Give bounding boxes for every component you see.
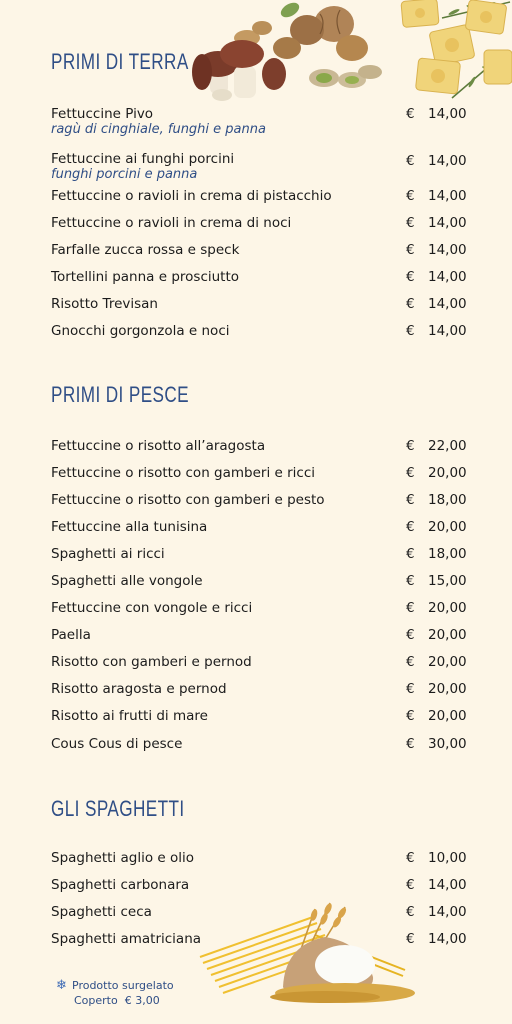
item-price: [406, 573, 511, 589]
item-price: [406, 850, 511, 866]
item-price: [406, 519, 511, 535]
price-value: 30,00: [428, 736, 467, 752]
menu-item: [51, 106, 467, 137]
item-price: [406, 269, 511, 285]
menu-item: [51, 323, 467, 339]
item-name: Spaghetti amatriciana: [51, 931, 202, 947]
currency-symbol: €: [406, 215, 415, 231]
menu-item: [51, 931, 467, 947]
currency-symbol: €: [406, 242, 415, 258]
price-value: 20,00: [428, 600, 467, 616]
item-name: Fettuccine alla tunisina: [51, 519, 208, 535]
menu-item: [51, 269, 467, 285]
currency-symbol: €: [406, 708, 415, 724]
menu-item: [51, 904, 467, 920]
item-name: Fettuccine o risotto con gamberi e ricci: [51, 465, 315, 481]
item-name: Paella: [51, 627, 91, 643]
item-price: [406, 681, 511, 697]
item-name: Spaghetti ceca: [51, 904, 152, 920]
currency-symbol: €: [406, 269, 415, 285]
price-value: 22,00: [428, 438, 467, 454]
item-name: Fettuccine o risotto con gamberi e pesto: [51, 492, 325, 508]
item-price: [406, 877, 511, 893]
price-value: 20,00: [428, 654, 467, 670]
currency-symbol: €: [406, 654, 415, 670]
currency-symbol: €: [406, 465, 415, 481]
item-name: Fettuccine o ravioli in crema di noci: [51, 215, 292, 231]
price-value: 14,00: [428, 153, 467, 169]
item-name: Risotto aragosta e pernod: [51, 681, 227, 697]
item-price: [406, 546, 511, 562]
price-value: 14,00: [428, 904, 467, 920]
item-price: [406, 654, 511, 670]
cover-label: Coperto: [74, 994, 118, 1007]
item-name: Tortellini panna e prosciutto: [51, 269, 240, 285]
price-value: 20,00: [428, 627, 467, 643]
section-title-primi-di-terra: PRIMI DI TERRA: [51, 49, 189, 74]
item-price: [406, 931, 511, 947]
menu-item: [51, 465, 467, 481]
menu-item: [51, 519, 467, 535]
price-value: 14,00: [428, 188, 467, 204]
item-name: Fettuccine o risotto all’aragosta: [51, 438, 266, 454]
item-price: [406, 600, 511, 616]
menu-footer: [56, 978, 174, 1008]
menu-item: [51, 151, 467, 182]
currency-symbol: €: [406, 931, 415, 947]
frozen-label: Prodotto surgelato: [72, 979, 174, 992]
menu-item: [51, 296, 467, 312]
item-description: funghi porcini e panna: [51, 167, 198, 182]
item-price: [406, 188, 511, 204]
price-value: 10,00: [428, 850, 467, 866]
item-price: [406, 323, 511, 339]
item-name: Risotto ai frutti di mare: [51, 708, 208, 724]
menu-item: [51, 188, 467, 204]
price-value: 20,00: [428, 465, 467, 481]
price-value: 20,00: [428, 681, 467, 697]
price-value: 14,00: [428, 323, 467, 339]
price-value: 14,00: [428, 296, 467, 312]
price-value: 14,00: [428, 877, 467, 893]
ingredients-illustration: [192, 0, 512, 110]
item-name: Fettuccine con vongole e ricci: [51, 600, 253, 616]
price-value: 14,00: [428, 269, 467, 285]
price-value: 14,00: [428, 215, 467, 231]
item-name: Fettuccine Pivo: [51, 106, 154, 122]
currency-symbol: €: [406, 573, 415, 589]
price-value: 14,00: [428, 242, 467, 258]
item-name: Spaghetti alle vongole: [51, 573, 203, 589]
price-value: 14,00: [428, 106, 467, 122]
item-price: [406, 438, 511, 454]
menu-item: [51, 736, 467, 752]
item-price: [406, 736, 511, 752]
menu-item: [51, 877, 467, 893]
cover-charge: [56, 993, 174, 1008]
item-name: Spaghetti carbonara: [51, 877, 190, 893]
item-name: Cous Cous di pesce: [51, 736, 183, 752]
item-description: ragù di cinghiale, funghi e panna: [51, 122, 266, 137]
menu-item: [51, 573, 467, 589]
cover-price: € 3,00: [124, 994, 160, 1007]
currency-symbol: €: [406, 492, 415, 508]
currency-symbol: €: [406, 188, 415, 204]
item-name: Fettuccine o ravioli in crema di pistacchio: [51, 188, 332, 204]
currency-symbol: €: [406, 106, 415, 122]
price-value: 18,00: [428, 492, 467, 508]
item-name: Farfalle zucca rossa e speck: [51, 242, 240, 258]
section-title-gli-spaghetti: GLI SPAGHETTI: [51, 796, 185, 821]
menu-item: [51, 627, 467, 643]
item-price: [406, 708, 511, 724]
price-value: 14,00: [428, 931, 467, 947]
currency-symbol: €: [406, 904, 415, 920]
currency-symbol: €: [406, 627, 415, 643]
item-name: Risotto con gamberi e pernod: [51, 654, 252, 670]
item-name: Fettuccine ai funghi porcini: [51, 151, 235, 167]
currency-symbol: €: [406, 681, 415, 697]
currency-symbol: €: [406, 323, 415, 339]
menu-item: [51, 654, 467, 670]
menu-item: [51, 850, 467, 866]
item-price: [406, 296, 511, 312]
item-price: [406, 904, 511, 920]
price-value: 20,00: [428, 519, 467, 535]
section-title-primi-di-pesce: PRIMI DI PESCE: [51, 382, 189, 407]
item-name: Gnocchi gorgonzola e noci: [51, 323, 230, 339]
menu-item: [51, 215, 467, 231]
frozen-note: [56, 978, 174, 993]
menu-item: [51, 242, 467, 258]
item-price: [406, 492, 511, 508]
price-value: 20,00: [428, 708, 467, 724]
item-name: Spaghetti ai ricci: [51, 546, 165, 562]
menu-item: [51, 681, 467, 697]
currency-symbol: €: [406, 153, 415, 169]
menu-item: [51, 600, 467, 616]
menu-item: [51, 492, 467, 508]
currency-symbol: €: [406, 736, 415, 752]
item-name: Risotto Trevisan: [51, 296, 158, 312]
currency-symbol: €: [406, 850, 415, 866]
item-name: Spaghetti aglio e olio: [51, 850, 194, 866]
snowflake-icon: ❄: [56, 978, 67, 993]
item-price: [406, 215, 511, 231]
currency-symbol: €: [406, 546, 415, 562]
menu-item: [51, 708, 467, 724]
currency-symbol: €: [406, 438, 415, 454]
menu-item: [51, 546, 467, 562]
price-value: 18,00: [428, 546, 467, 562]
item-price: [406, 153, 511, 169]
item-price: [406, 627, 511, 643]
currency-symbol: €: [406, 600, 415, 616]
currency-symbol: €: [406, 296, 415, 312]
currency-symbol: €: [406, 519, 415, 535]
menu-item: [51, 438, 467, 454]
item-price: [406, 106, 511, 122]
item-price: [406, 465, 511, 481]
price-value: 15,00: [428, 573, 467, 589]
currency-symbol: €: [406, 877, 415, 893]
item-price: [406, 242, 511, 258]
